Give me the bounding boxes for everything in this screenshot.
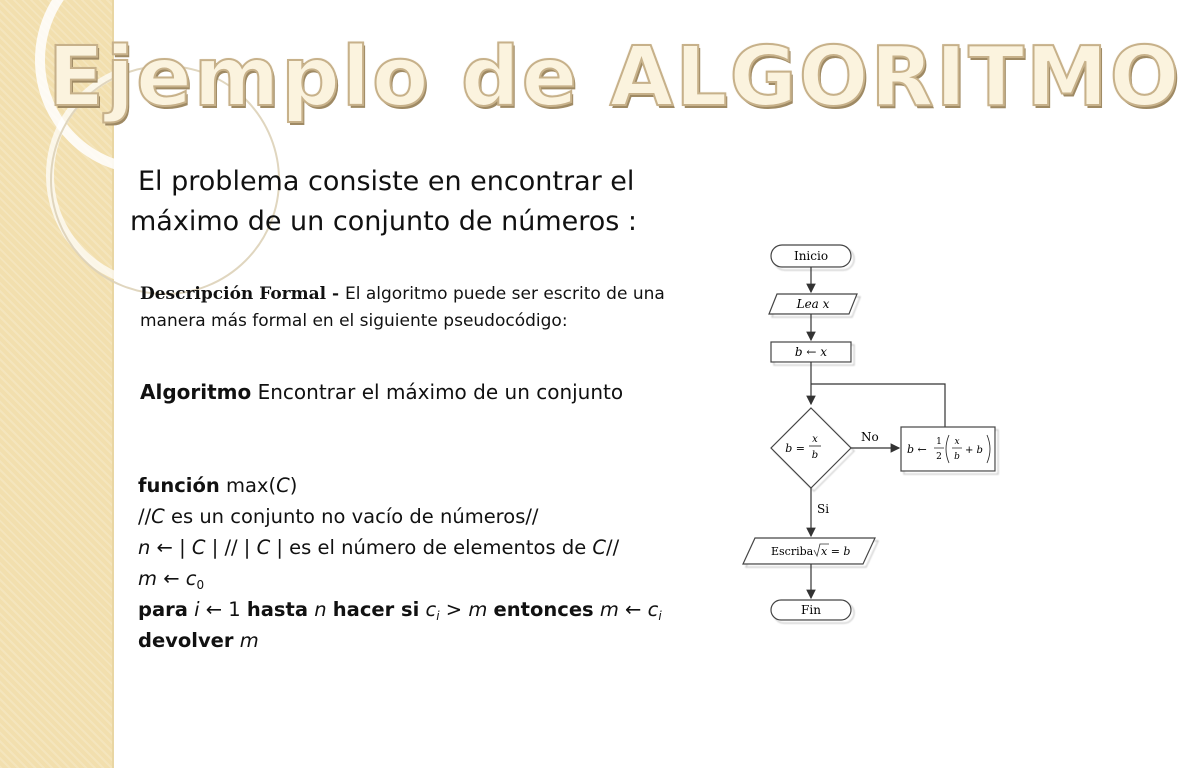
flow-process-frac-den: b [954, 452, 960, 462]
flow-decision-num: x [812, 434, 818, 445]
pseudo-line-6 [138, 625, 738, 656]
kw-hacer-si: hacer si [332, 598, 420, 621]
assign-arrow: ← [618, 598, 648, 621]
intro-line-1: El problema consiste en encontrar el [138, 166, 635, 197]
flow-process-half-num: 1 [936, 437, 942, 447]
formal-description [140, 281, 715, 335]
comment-end: // [606, 536, 620, 559]
kw-funcion: función [138, 474, 220, 497]
slide-title: Ejemplo de ALGORITMO [48, 30, 1181, 125]
comment-start: // [138, 505, 152, 528]
intro-line-2: máximo de un conjunto de números : [130, 206, 638, 237]
var-n: n [314, 598, 327, 621]
flowchart [735, 238, 1010, 633]
flow-end-label: Fin [801, 603, 821, 617]
algorithm-heading [140, 377, 623, 407]
var-m: m [468, 598, 488, 621]
pseudo-line-4 [138, 563, 738, 594]
var-C: C [276, 474, 290, 497]
subscript-i: i [658, 609, 662, 623]
flow-decision-den: b [811, 450, 819, 461]
var-m: m [599, 598, 619, 621]
kw-para: para [138, 598, 188, 621]
var-m: m [138, 567, 157, 590]
algorithm-name: Encontrar el máximo de un conjunto [251, 380, 624, 404]
var-C: C [256, 536, 271, 559]
gt-sign: > [439, 598, 469, 621]
pseudo-line-2 [138, 501, 738, 532]
text-seg: ← | [150, 536, 192, 559]
kw-entonces: entonces [493, 598, 594, 621]
var-C: C [592, 536, 607, 559]
assign-arrow: ← [157, 567, 186, 590]
flow-decision-var: b = [785, 442, 805, 455]
var-C: C [191, 536, 206, 559]
paren-close: ) [289, 474, 298, 497]
text-seg: | // | [205, 536, 257, 559]
flow-process-half-den: 2 [936, 452, 942, 462]
assign-arrow: ← 1 [199, 598, 247, 621]
flow-assign-label: b ← x [794, 345, 828, 359]
text-seg: | es el número de elementos de [270, 536, 593, 559]
subscript-0: 0 [196, 578, 205, 592]
algorithm-keyword: Algoritmo [140, 380, 252, 404]
description-text: El algoritmo puede ser escrito de una manera más formal en el siguiente pseudocódigo: [140, 284, 665, 331]
flow-process-prefix: b ← [907, 443, 927, 456]
flow-process-plus: + b [965, 445, 983, 456]
var-n: n [138, 536, 151, 559]
flow-input-label: Lea x [796, 297, 830, 311]
flow-no-label: No [861, 430, 879, 444]
var-c: c [425, 598, 437, 621]
kw-devolver: devolver [138, 629, 234, 652]
pseudo-line-1 [138, 470, 738, 501]
func-call: max( [219, 474, 277, 497]
description-label: Descripción Formal - [140, 284, 345, 304]
var-C: C [151, 505, 165, 528]
pseudo-line-3 [138, 532, 738, 563]
pseudocode-block [138, 470, 738, 656]
flow-decision-node [771, 408, 851, 488]
flow-process-frac-num: x [954, 437, 960, 447]
flow-start-label: Inicio [793, 249, 829, 263]
subscript-i: i [436, 609, 440, 623]
intro-text [130, 162, 690, 242]
flow-yes-label: Si [817, 502, 830, 516]
var-m: m [239, 629, 259, 652]
var-c: c [647, 598, 659, 621]
flow-output-expr: x = b [821, 545, 851, 558]
kw-hasta: hasta [246, 598, 309, 621]
var-i: i [194, 598, 200, 621]
flow-output-label: Escriba [771, 545, 814, 558]
var-c: c [185, 567, 197, 590]
pseudo-line-5 [138, 594, 738, 625]
comment-text: es un conjunto no vacío de números// [164, 505, 539, 528]
